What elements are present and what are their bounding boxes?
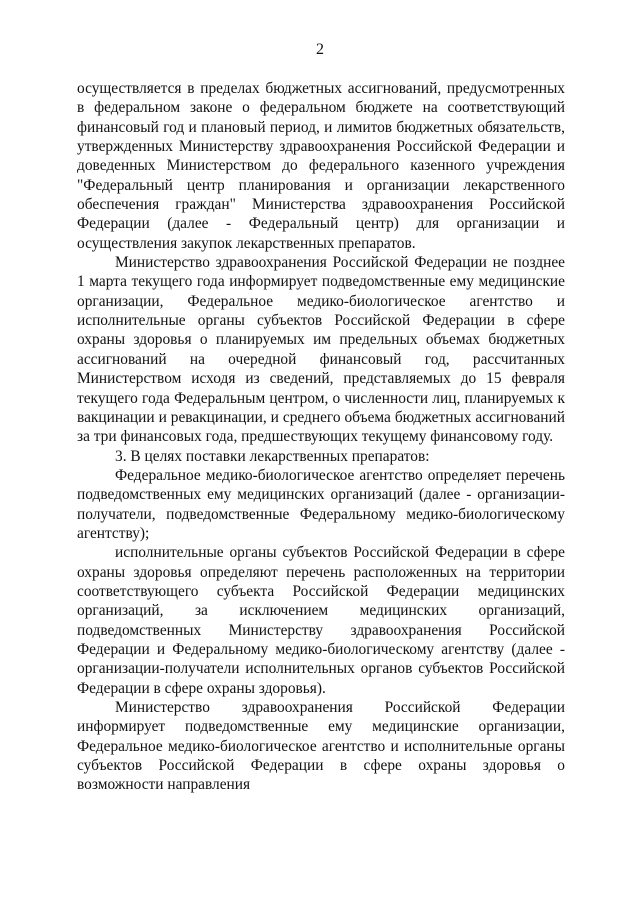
document-body <box>77 79 565 795</box>
paragraph-fmba-recipients: Федеральное медико-биологическое агентство определяет перечень подведомственных ему медицинских организаций (далее - организации-получатели, подведомственные Федеральному медико-биологическому агентству); <box>77 466 565 542</box>
paragraph-ministry-informs-possibility: Министерство здравоохранения Российской Федерации информирует подведомственные ему медицинские организации, Федеральное медико-биологическое агентство и исполнительные органы субъектов Российской Федерации в сфере охраны здоровья о возможности направления <box>77 699 565 794</box>
paragraph-section-3-heading: 3. В целях поставки лекарственных препаратов: <box>115 447 430 465</box>
paragraph-ministry-informs-limits: Министерство здравоохранения Российской Федерации не позднее 1 марта текущего года информирует подведомственные ему медицинские организации, Федеральное медико-биологическое агентство и исполнительные органы субъектов Российской Федерации в сфере охраны здоровья о планируемых им предельных объемах бюджетных ассигнований на очередной финансовый год, рассчитанных Министерством исходя из сведений, представляемых до 15 февраля текущего года Федеральным центром, о численности лиц, планируемых к вакцинации и ревакцинации, и среднего объема бюджетных ассигнований за три финансовых года, предшествующих текущему финансовому году. <box>77 254 565 446</box>
paragraph-budget-allocations: осуществляется в пределах бюджетных ассигнований, предусмотренных в федеральном законе о федеральном бюджете на соответствующий финансовый год и плановый период, и лимитов бюджетных обязательств, утвержденных Министерству здравоохранения Российской Федерации и доведенных Министерством до федерального казенного учреждения "Федеральный центр планирования и организации лекарственного обеспечения граждан" Министерства здравоохранения Российской Федерации (далее - Федеральный центр) для организации и осуществления закупок лекарственных препаратов. <box>77 80 565 252</box>
page-number: 2 <box>316 41 324 58</box>
paragraph-regional-recipients: исполнительные органы субъектов Российской Федерации в сфере охраны здоровья определяют перечень расположенных на территории соответствующего субъекта Российской Федерации медицинских организаций, за исключением медицинских организаций, подведомственных Министерству здравоохранения Российской Федерации и Федеральному медико-биологическому агентству (далее - организации-получатели исполнительных органов субъектов Российской Федерации в сфере охраны здоровья). <box>77 544 565 697</box>
